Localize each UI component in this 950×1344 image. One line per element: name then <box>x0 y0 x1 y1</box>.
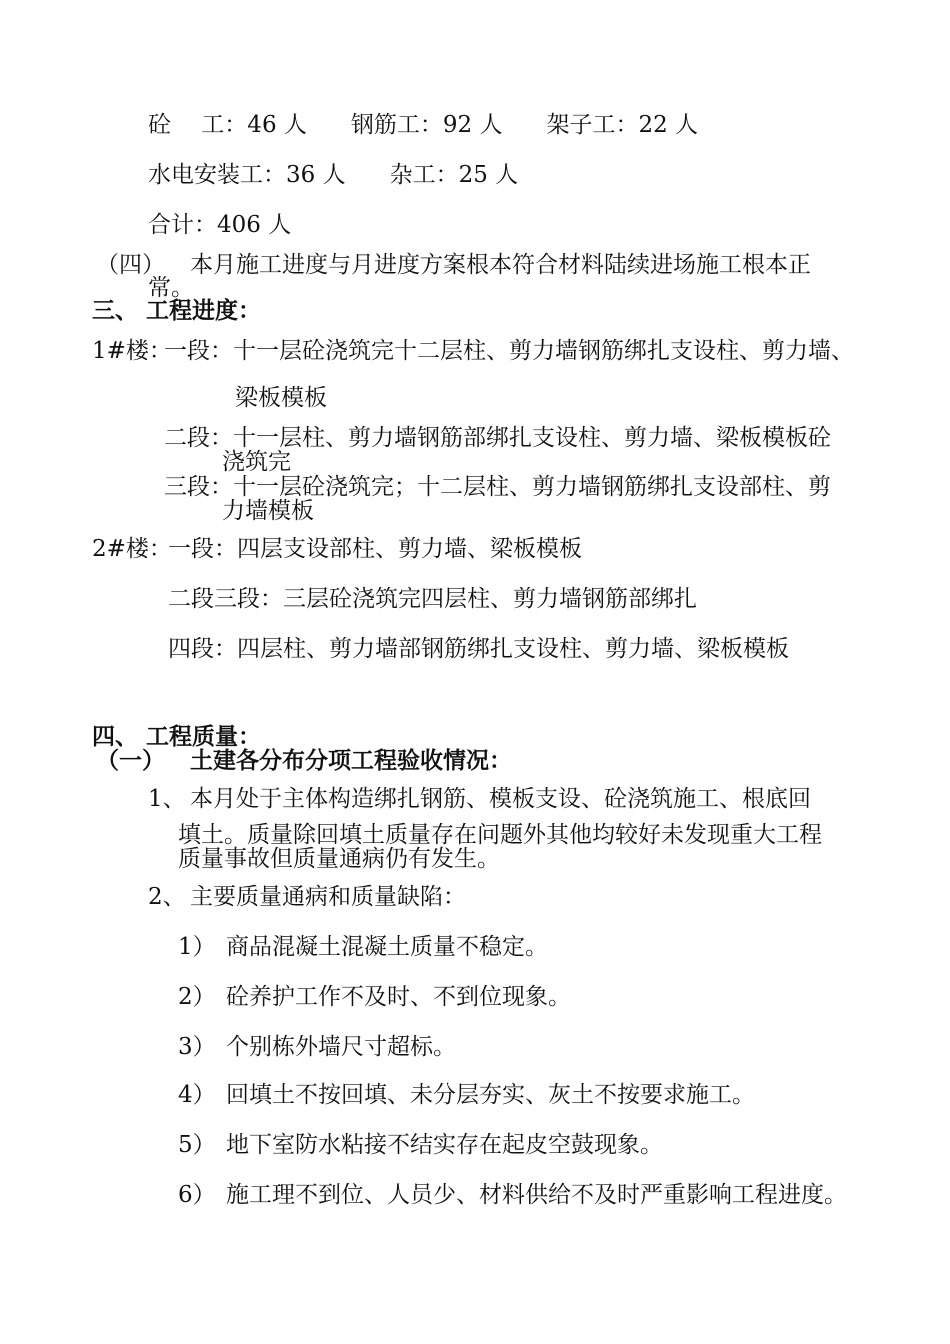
quality-heading: 四、 工程质量： <box>92 723 262 750</box>
quality-item-1-line-2: 填土。质量除回填土质量存在问题外其他均较好未发现重大工程 <box>178 822 822 848</box>
workers-row-1 <box>148 112 698 138</box>
progress-heading: 三、 工程进度： <box>92 297 262 324</box>
worker-count-scaffold: 架子工：22 人 <box>546 112 699 138</box>
worker-count-mep: 水电安装工：36 人 <box>148 162 346 188</box>
defect-1-number: 1） <box>178 934 216 960</box>
b1-seg2-line-2: 浇筑完 <box>222 449 291 475</box>
defect-3-number: 3） <box>178 1034 216 1060</box>
defect-6-text: 施工理不到位、人员少、材料供给不及时严重影响工程进度。 <box>226 1182 847 1208</box>
quality-item-1-line-3: 质量事故但质量通病仍有发生。 <box>178 846 500 872</box>
workers-total: 合计：406 人 <box>148 212 292 238</box>
defect-1-text: 商品混凝土混凝土质量不稳定。 <box>226 934 548 960</box>
b1-seg2-line-1: 二段：十一层柱、剪力墙钢筋部绑扎支设柱、剪力墙、梁板模板砼 <box>164 425 831 451</box>
defect-4-number: 4） <box>178 1082 216 1108</box>
b1-seg1-line-2: 梁板模板 <box>235 385 327 411</box>
b2-seg23: 二段三段：三层砼浇筑完四层柱、剪力墙钢筋部绑扎 <box>168 586 697 612</box>
quality-item-1-number: 1、 <box>148 786 186 812</box>
defect-4-text: 回填土不按回填、未分层夯实、灰土不按要求施工。 <box>226 1082 755 1108</box>
quality-item-1-line-1: 本月处于主体构造绑扎钢筋、模板支设、砼浇筑施工、根底回 <box>190 786 811 812</box>
workers-row-2 <box>148 162 518 188</box>
defect-6-number: 6） <box>178 1182 216 1208</box>
building-2-label: 2#楼： <box>92 536 172 562</box>
quality-sub-1-title: 土建各分布分项工程验收情况： <box>190 747 512 774</box>
b1-seg3-line-1: 三段：十一层砼浇筑完；十二层柱、剪力墙钢筋绑扎支设部柱、剪 <box>164 474 831 500</box>
b2-seg1: 一段：四层支设部柱、剪力墙、梁板模板 <box>168 536 582 562</box>
quality-sub-1-marker: （一） <box>96 747 165 774</box>
quality-item-2-text: 主要质量通病和质量缺陷： <box>190 884 466 910</box>
worker-count-rebar: 钢筋工：92 人 <box>350 112 503 138</box>
sub-four-marker: （四） <box>96 252 165 278</box>
worker-count-concrete: 砼 工：46 人 <box>148 112 307 138</box>
worker-count-general: 杂工：25 人 <box>389 162 519 188</box>
b2-seg4: 四段：四层柱、剪力墙部钢筋绑扎支设柱、剪力墙、梁板模板 <box>168 636 789 662</box>
quality-item-2-number: 2、 <box>148 884 186 910</box>
sub-four-line-2: 常。 <box>148 275 194 301</box>
building-1-label: 1#楼： <box>92 338 172 364</box>
defect-3-text: 个别栋外墙尺寸超标。 <box>226 1034 456 1060</box>
defect-2-text: 砼养护工作不及时、不到位现象。 <box>226 984 571 1010</box>
b1-seg1-line-1: 一段：十一层砼浇筑完十二层柱、剪力墙钢筋绑扎支设柱、剪力墙、 <box>164 338 854 364</box>
defect-5-text: 地下室防水粘接不结实存在起皮空鼓现象。 <box>226 1132 663 1158</box>
defect-5-number: 5） <box>178 1132 216 1158</box>
b1-seg3-line-2: 力墙模板 <box>222 498 314 524</box>
defect-2-number: 2） <box>178 984 216 1010</box>
sub-four-line-1: 本月施工进度与月进度方案根本符合材料陆续进场施工根本正 <box>190 252 811 278</box>
